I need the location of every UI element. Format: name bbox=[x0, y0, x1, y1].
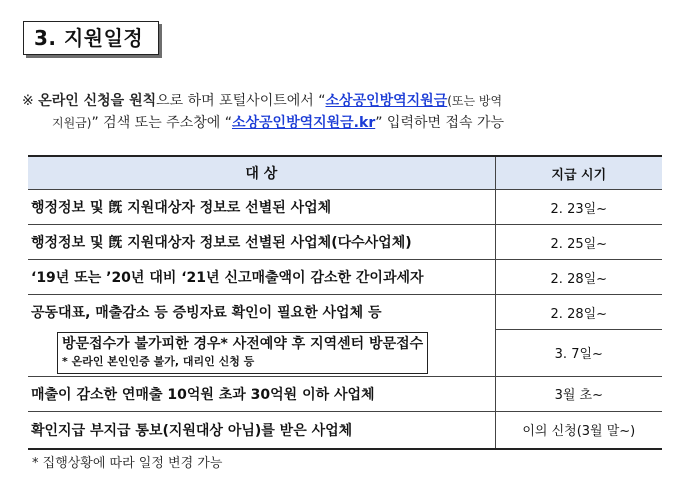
row-date: 3월 초~ bbox=[495, 376, 662, 411]
notice-text-3: ” 입력하면 접속 가능 bbox=[375, 115, 505, 131]
row-date: 2. 23일~ bbox=[495, 190, 662, 225]
schedule-table bbox=[28, 155, 662, 450]
visit-sub-box bbox=[57, 332, 428, 374]
visit-note: * 온라인 본인인증 불가, 대리인 신청 등 bbox=[62, 354, 255, 368]
row-date: 이의 신청(3월 말~) bbox=[495, 411, 662, 449]
title-shadow-bottom bbox=[26, 55, 162, 58]
site-name-link[interactable]: 소상공인방역지원금 bbox=[325, 93, 448, 109]
table-row bbox=[28, 295, 662, 330]
title-shadow-right bbox=[159, 24, 162, 58]
row-date: 2. 28일~ bbox=[495, 260, 662, 295]
footnote: * 집행상황에 따라 일정 변경 가능 bbox=[32, 456, 223, 471]
row-date: 2. 25일~ bbox=[495, 225, 662, 260]
row-date: 3. 7일~ bbox=[495, 330, 662, 377]
notice-text-1: 으로 하며 포털사이트에서 “ bbox=[156, 93, 326, 109]
visit-text: 방문접수가 불가피한 경우* 사전예약 후 지역센터 방문접수 bbox=[62, 335, 424, 352]
row-target: 행정정보 및 旣 지원대상자 정보로 선별된 사업체(다수사업체) bbox=[28, 225, 495, 260]
table-row bbox=[28, 225, 662, 260]
header-target: 대 상 bbox=[28, 156, 495, 190]
table-row bbox=[28, 190, 662, 225]
row-target: 행정정보 및 旣 지원대상자 정보로 선별된 사업체 bbox=[28, 190, 495, 225]
notice-mark: ※ bbox=[22, 93, 34, 109]
row-target: 매출이 감소한 연매출 10억원 초과 30억원 이하 사업체 bbox=[28, 376, 495, 411]
row-target-sub bbox=[28, 330, 495, 377]
row-target: 공동대표, 매출감소 등 증빙자료 확인이 필요한 사업체 등 bbox=[31, 305, 382, 322]
notice-small-alt: (또는 방역 bbox=[447, 94, 503, 108]
notice-small-alt-2: 지원금) bbox=[52, 116, 92, 130]
section-title: 3. 지원일정 bbox=[23, 21, 159, 55]
table-row bbox=[28, 330, 662, 377]
row-target: ‘19년 또는 ’20년 대비 ‘21년 신고매출액이 감소한 간이과세자 bbox=[28, 260, 495, 295]
notice-bold: 온라인 신청을 원칙 bbox=[38, 93, 157, 109]
notice-paragraph bbox=[22, 90, 672, 134]
table-header-row bbox=[28, 156, 662, 190]
table-row bbox=[28, 376, 662, 411]
row-date: 2. 28일~ bbox=[495, 295, 662, 330]
notice-text-2: ” 검색 또는 주소창에 “ bbox=[91, 115, 232, 131]
row-target: 확인지급 부지급 통보(지원대상 아님)를 받은 사업체 bbox=[28, 411, 495, 449]
table-row bbox=[28, 411, 662, 449]
table-row bbox=[28, 260, 662, 295]
site-url-link[interactable]: 소상공인방역지원금.kr bbox=[231, 115, 376, 131]
header-date: 지급 시기 bbox=[495, 156, 662, 190]
